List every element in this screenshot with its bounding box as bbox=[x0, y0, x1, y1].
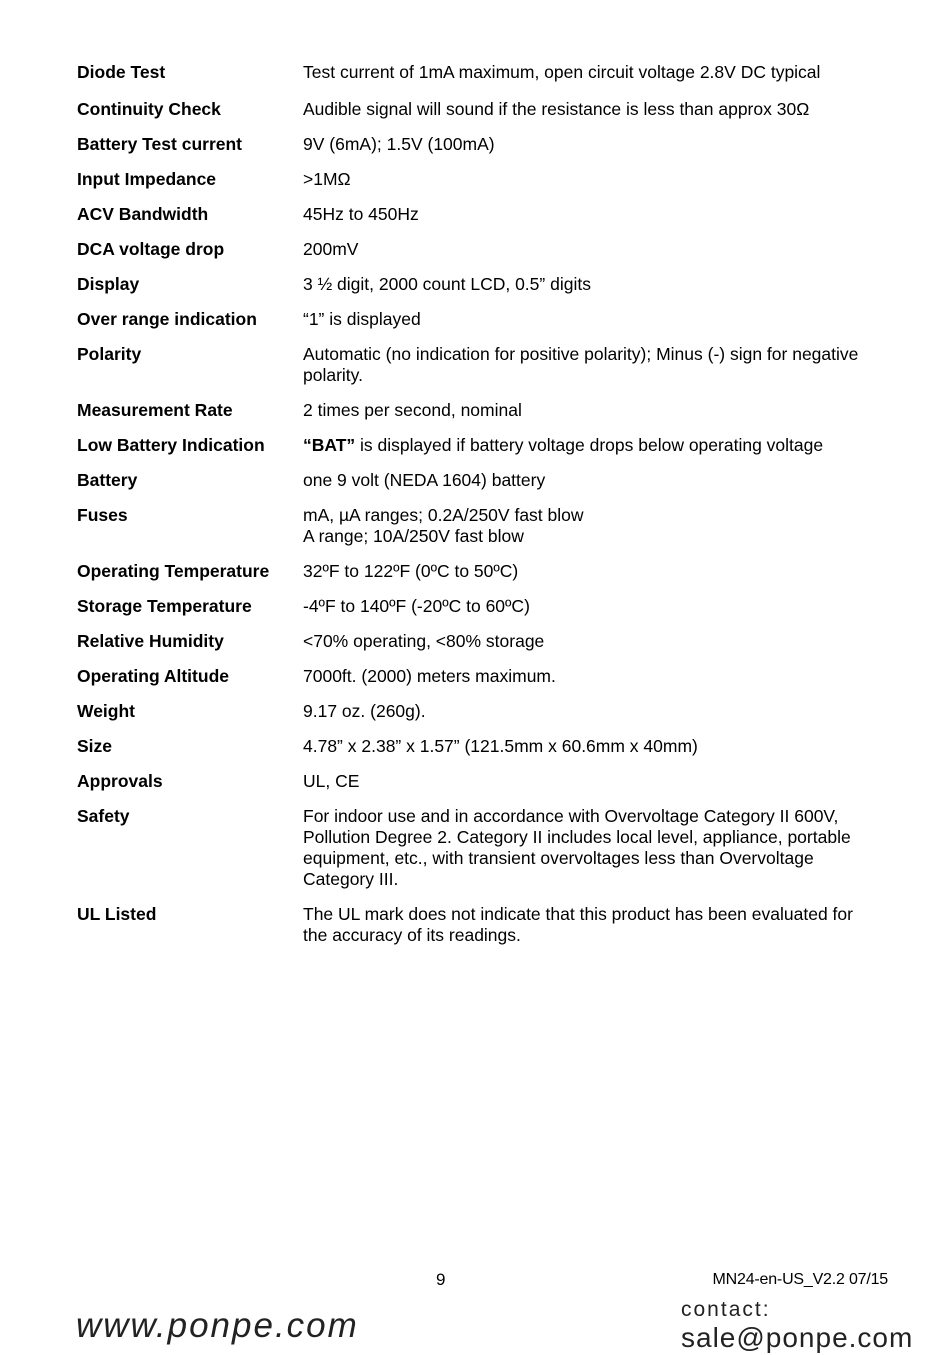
spec-label: Display bbox=[77, 274, 140, 294]
spec-value bbox=[303, 701, 897, 722]
spec-row bbox=[77, 666, 897, 687]
spec-row bbox=[77, 204, 897, 225]
spec-label: Storage Temperature bbox=[77, 596, 252, 616]
spec-row bbox=[77, 134, 897, 155]
spec-value-line: 3 ½ digit, 2000 count LCD, 0.5” digits bbox=[303, 274, 591, 294]
spec-value-line: For indoor use and in accordance with Overvoltage Category II 600V, bbox=[303, 806, 839, 826]
spec-row bbox=[77, 596, 897, 617]
spec-value bbox=[303, 400, 897, 421]
spec-value-line: mA, µA ranges; 0.2A/250V fast blow bbox=[303, 505, 584, 525]
spec-value-line: the accuracy of its readings. bbox=[303, 925, 521, 945]
spec-table bbox=[77, 62, 897, 946]
spec-row bbox=[77, 505, 897, 547]
contact-email: sale@ponpe.com bbox=[681, 1322, 914, 1353]
spec-value-emphasis: “BAT” bbox=[303, 435, 356, 455]
spec-value-line: 2 times per second, nominal bbox=[303, 400, 522, 420]
spec-value-line: <70% operating, <80% storage bbox=[303, 631, 545, 651]
spec-label: Safety bbox=[77, 806, 130, 826]
spec-value bbox=[303, 806, 897, 890]
spec-value-line: Automatic (no indication for positive polarity); Minus (-) sign for negative bbox=[303, 344, 859, 364]
spec-value-line: one 9 volt (NEDA 1604) battery bbox=[303, 470, 546, 490]
spec-row bbox=[77, 169, 897, 190]
spec-value-line: Pollution Degree 2. Category II includes local level, appliance, portable bbox=[303, 827, 851, 847]
spec-value-text: is displayed if battery voltage drops below operating voltage bbox=[355, 435, 824, 455]
contact-label: contact: bbox=[681, 1298, 771, 1321]
spec-value-line: 7000ft. (2000) meters maximum. bbox=[303, 666, 556, 686]
spec-row bbox=[77, 904, 897, 946]
spec-label: DCA voltage drop bbox=[77, 239, 225, 259]
spec-row bbox=[77, 806, 897, 890]
spec-label: ACV Bandwidth bbox=[77, 204, 209, 224]
spec-value-line: >1MΩ bbox=[303, 169, 351, 189]
spec-value bbox=[303, 169, 897, 190]
spec-value-line bbox=[303, 435, 897, 456]
spec-label: Low Battery Indication bbox=[77, 435, 265, 455]
spec-value bbox=[303, 309, 897, 330]
spec-row bbox=[77, 309, 897, 330]
spec-value-line: A range; 10A/250V fast blow bbox=[303, 526, 524, 546]
spec-value-line: 4.78” x 2.38” x 1.57” (121.5mm x 60.6mm x 40mm) bbox=[303, 736, 698, 756]
spec-label: Measurement Rate bbox=[77, 400, 233, 420]
spec-row bbox=[77, 435, 897, 456]
spec-value-line: Test current of 1mA maximum, open circuit voltage 2.8V DC typical bbox=[303, 62, 821, 82]
spec-label: Battery Test current bbox=[77, 134, 243, 154]
spec-value-line: UL, CE bbox=[303, 771, 360, 791]
spec-label: Relative Humidity bbox=[77, 631, 224, 651]
spec-value bbox=[303, 99, 897, 120]
document-id: MN24-en-US_V2.2 07/15 bbox=[712, 1271, 888, 1288]
spec-label: Operating Temperature bbox=[77, 561, 270, 581]
spec-value-line: Category III. bbox=[303, 869, 399, 889]
spec-value bbox=[303, 904, 897, 946]
spec-value bbox=[303, 134, 897, 155]
spec-label: Size bbox=[77, 736, 113, 756]
spec-value-line: 32ºF to 122ºF (0ºC to 50ºC) bbox=[303, 561, 519, 581]
spec-label: Over range indication bbox=[77, 309, 257, 329]
spec-value-line: The UL mark does not indicate that this product has been evaluated for bbox=[303, 904, 853, 924]
spec-value bbox=[303, 274, 897, 295]
spec-row bbox=[77, 99, 897, 120]
spec-value bbox=[303, 631, 897, 652]
spec-label: Input Impedance bbox=[77, 169, 217, 189]
spec-value-line: 9.17 oz. (260g). bbox=[303, 701, 426, 721]
spec-row bbox=[77, 62, 897, 83]
spec-label: Fuses bbox=[77, 505, 128, 525]
spec-value bbox=[303, 561, 897, 582]
page-number: 9 bbox=[436, 1270, 446, 1289]
spec-label: Polarity bbox=[77, 344, 142, 364]
spec-row bbox=[77, 239, 897, 260]
spec-value bbox=[303, 470, 897, 491]
website-watermark: www.ponpe.com bbox=[76, 1306, 359, 1345]
spec-value-line: 9V (6mA); 1.5V (100mA) bbox=[303, 134, 495, 154]
spec-value-line: “1” is displayed bbox=[303, 309, 421, 329]
spec-row bbox=[77, 274, 897, 295]
spec-value bbox=[303, 435, 897, 456]
spec-row bbox=[77, 631, 897, 652]
spec-value bbox=[303, 736, 897, 757]
spec-value-line: 200mV bbox=[303, 239, 359, 259]
spec-value-line: Audible signal will sound if the resistance is less than approx 30Ω bbox=[303, 99, 810, 119]
spec-label: Weight bbox=[77, 701, 136, 721]
spec-value bbox=[303, 666, 897, 687]
spec-value bbox=[303, 505, 897, 547]
spec-label: Approvals bbox=[77, 771, 163, 791]
spec-value-line: polarity. bbox=[303, 365, 363, 385]
spec-row bbox=[77, 736, 897, 757]
spec-label: Diode Test bbox=[77, 62, 166, 82]
spec-label: Continuity Check bbox=[77, 99, 221, 119]
spec-value bbox=[303, 344, 897, 386]
spec-value bbox=[303, 204, 897, 225]
spec-value bbox=[303, 62, 897, 83]
spec-row bbox=[77, 470, 897, 491]
spec-row bbox=[77, 771, 897, 792]
spec-row bbox=[77, 400, 897, 421]
spec-value bbox=[303, 239, 897, 260]
spec-row bbox=[77, 561, 897, 582]
spec-label: Operating Altitude bbox=[77, 666, 229, 686]
spec-value-line: 45Hz to 450Hz bbox=[303, 204, 419, 224]
spec-label: Battery bbox=[77, 470, 138, 490]
spec-row bbox=[77, 344, 897, 386]
spec-label: UL Listed bbox=[77, 904, 157, 924]
spec-row bbox=[77, 701, 897, 722]
spec-value-line: equipment, etc., with transient overvoltages less than Overvoltage bbox=[303, 848, 814, 868]
spec-value bbox=[303, 596, 897, 617]
spec-value bbox=[303, 771, 897, 792]
spec-value-line: -4ºF to 140ºF (-20ºC to 60ºC) bbox=[303, 596, 530, 616]
